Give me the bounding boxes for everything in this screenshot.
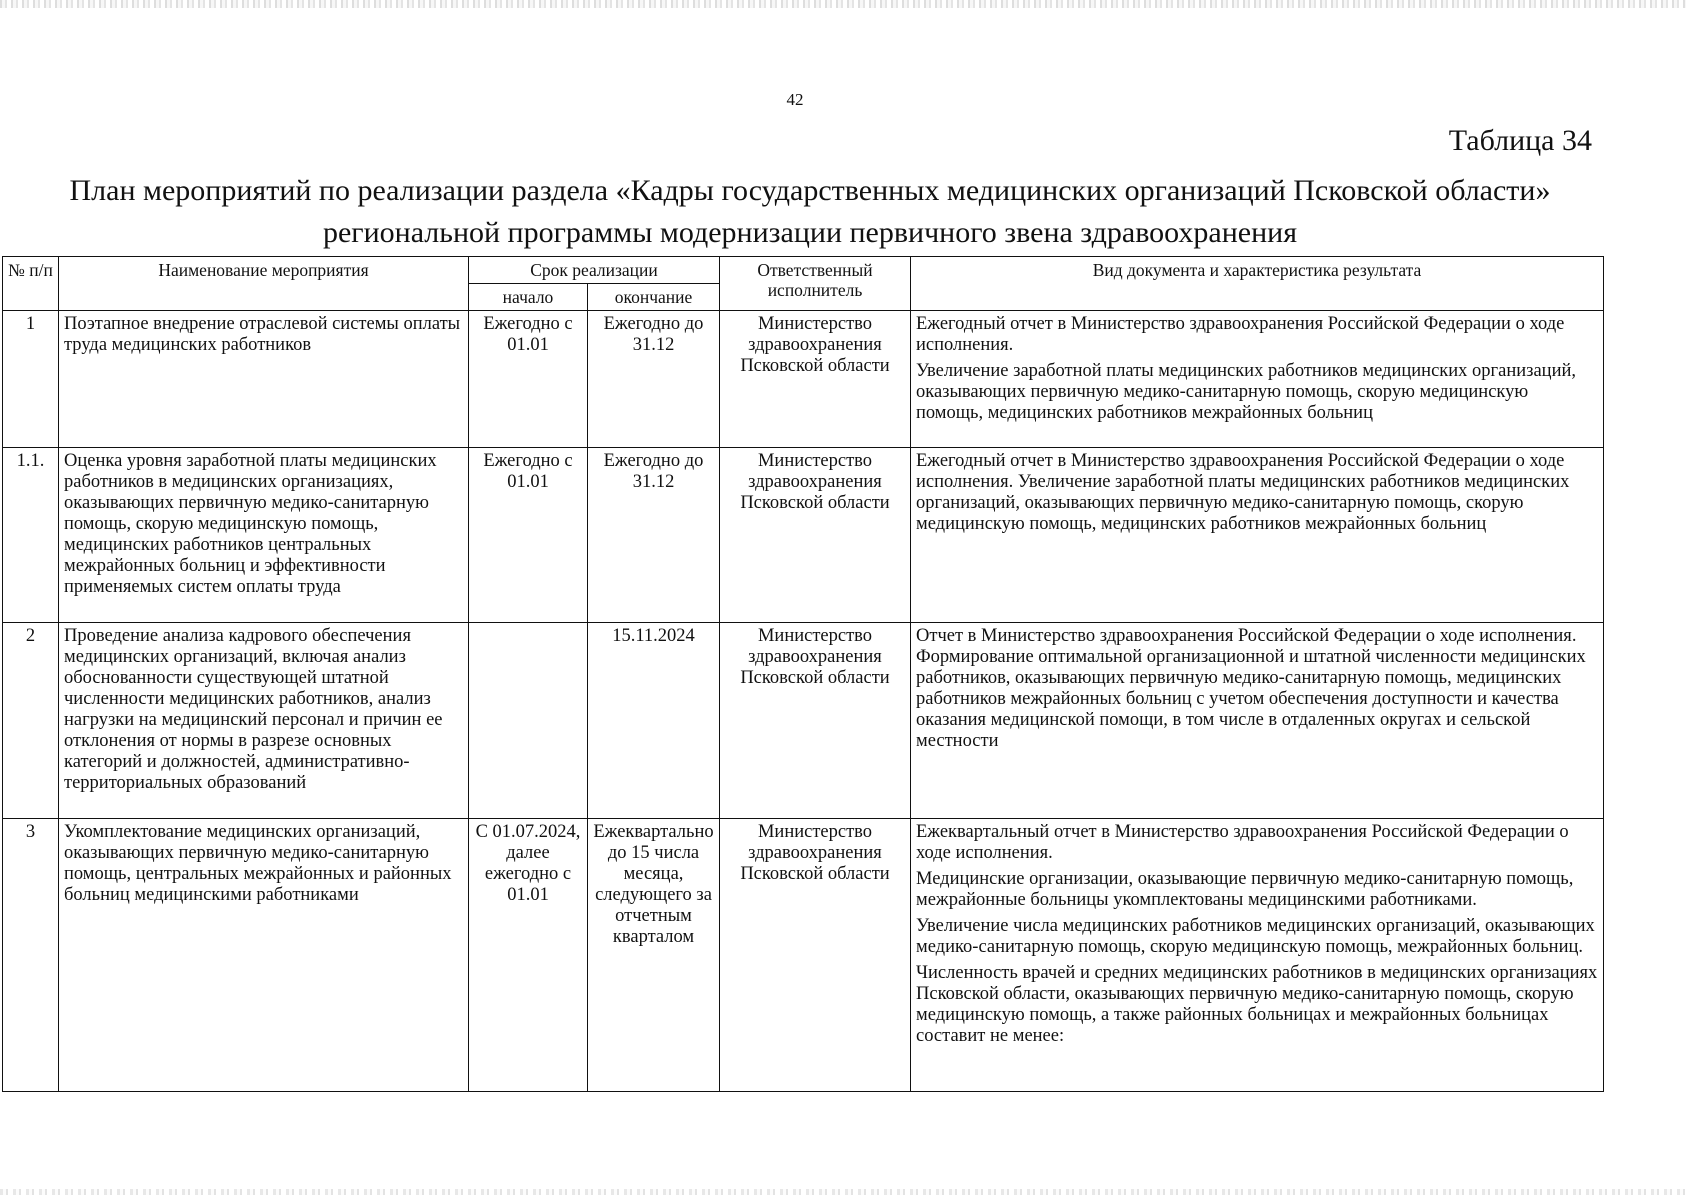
result-paragraph: Ежегодный отчет в Министерство здравоохранения Российской Федерации о ходе исполнения. xyxy=(916,314,1565,355)
document-title xyxy=(15,170,1605,254)
row-number: 1.1. xyxy=(3,448,59,623)
page-number: 42 xyxy=(786,90,804,109)
activity-name: Проведение анализа кадрового обеспечения медицинских организаций, включая анализ обоснованности существующей штатной численности медицинских работников, анализ нагрузки на медицинский персонал и причин ее отклонения от нормы в разрезе основных категорий и должностей, административно-территориальных образований xyxy=(59,623,469,819)
activity-name: Укомплектование медицинских организаций, оказывающих первичную медико-санитарную помощь, центральных межрайонных и районных больниц медицинскими работниками xyxy=(59,819,469,1092)
table-label: Таблица 34 xyxy=(1448,124,1592,157)
result-paragraph: Ежегодный отчет в Министерство здравоохранения Российской Федерации о ходе исполнения. Увеличение заработной платы медицинских работников медицинских организаций, оказывающих первичную медико-санитарную помощь, скорую медицинскую помощь, медицинских работников межрайонных больниц xyxy=(916,451,1570,534)
result-description xyxy=(911,623,1604,819)
header-start: начало xyxy=(469,284,588,311)
executor: Министерство здравоохранения Псковской области xyxy=(720,819,911,1092)
start-date: Ежегодно с 01.01 xyxy=(469,311,588,448)
result-paragraph: Медицинские организации, оказывающие первичную медико-санитарную помощь, межрайонные больницы укомплектованы медицинскими работниками. xyxy=(916,869,1574,910)
table-row xyxy=(3,448,1604,623)
header-end: окончание xyxy=(588,284,720,311)
table-row xyxy=(3,623,1604,819)
executor: Министерство здравоохранения Псковской области xyxy=(720,311,911,448)
result-description xyxy=(911,311,1604,448)
start-date xyxy=(469,623,588,819)
document-title-line-2: региональной программы модернизации первичного звена здравоохранения xyxy=(322,216,1298,249)
header-number: № п/п xyxy=(3,257,59,311)
document-title-line-1: План мероприятий по реализации раздела «Кадры государственных медицинских организаций Псковской области» xyxy=(69,174,1551,207)
activity-name: Поэтапное внедрение отраслевой системы оплаты труда медицинских работников xyxy=(59,311,469,448)
activity-name: Оценка уровня заработной платы медицинских работников в медицинских организациях, оказывающих первичную медико-санитарную помощь, скорую медицинскую помощь, медицинских работников центральных межрайонных больниц и эффективности применяемых систем оплаты труда xyxy=(59,448,469,623)
end-date: Ежеквартально до 15 числа месяца, следующего за отчетным кварталом xyxy=(588,819,720,1092)
row-number: 2 xyxy=(3,623,59,819)
row-number: 1 xyxy=(3,311,59,448)
header-result: Вид документа и характеристика результата xyxy=(911,257,1604,311)
end-date: Ежегодно до 31.12 xyxy=(588,448,720,623)
result-description xyxy=(911,819,1604,1092)
row-number: 3 xyxy=(3,819,59,1092)
executor: Министерство здравоохранения Псковской области xyxy=(720,448,911,623)
header-activity-name: Наименование мероприятия xyxy=(59,257,469,311)
header-period: Срок реализации xyxy=(469,257,720,284)
start-date: С 01.07.2024, далее ежегодно с 01.01 xyxy=(469,819,588,1092)
plan-table xyxy=(2,256,1604,1092)
executor: Министерство здравоохранения Псковской области xyxy=(720,623,911,819)
result-paragraph: Увеличение числа медицинских работников медицинских организаций, оказывающих медико-санитарную помощь, скорую медицинскую помощь, межрайонных больниц. xyxy=(916,916,1595,957)
table-row xyxy=(3,819,1604,1092)
end-date: Ежегодно до 31.12 xyxy=(588,311,720,448)
start-date: Ежегодно с 01.01 xyxy=(469,448,588,623)
scan-edge-bottom xyxy=(0,1189,1686,1195)
scan-edge-top xyxy=(0,0,1686,8)
result-paragraph: Численность врачей и средних медицинских работников в медицинских организациях Псковской области, оказывающих первичную медико-санитарную помощь, скорую медицинскую помощь, а также районных больницах и межрайонных больницах составит не менее: xyxy=(916,963,1598,1046)
result-paragraph: Ежеквартальный отчет в Министерство здравоохранения Российской Федерации о ходе исполнения. xyxy=(916,822,1569,863)
result-description xyxy=(911,448,1604,623)
end-date: 15.11.2024 xyxy=(588,623,720,819)
result-paragraph: Увеличение заработной платы медицинских работников медицинских организаций, оказывающих первичную медико-санитарную помощь, скорую медицинскую помощь, медицинских работников межрайонных больниц xyxy=(916,361,1576,423)
result-paragraph: Отчет в Министерство здравоохранения Российской Федерации о ходе исполнения. Формирование оптимальной организационной и штатной численности медицинских работников, оказывающих первичную медико-санитарную помощь, медицинских работников межрайонных больниц с учетом обеспечения доступности и качества оказания медицинской помощи, в том числе в отдаленных округах и сельской местности xyxy=(916,626,1586,751)
header-executor: Ответственный исполнитель xyxy=(720,257,911,311)
table-row xyxy=(3,311,1604,448)
